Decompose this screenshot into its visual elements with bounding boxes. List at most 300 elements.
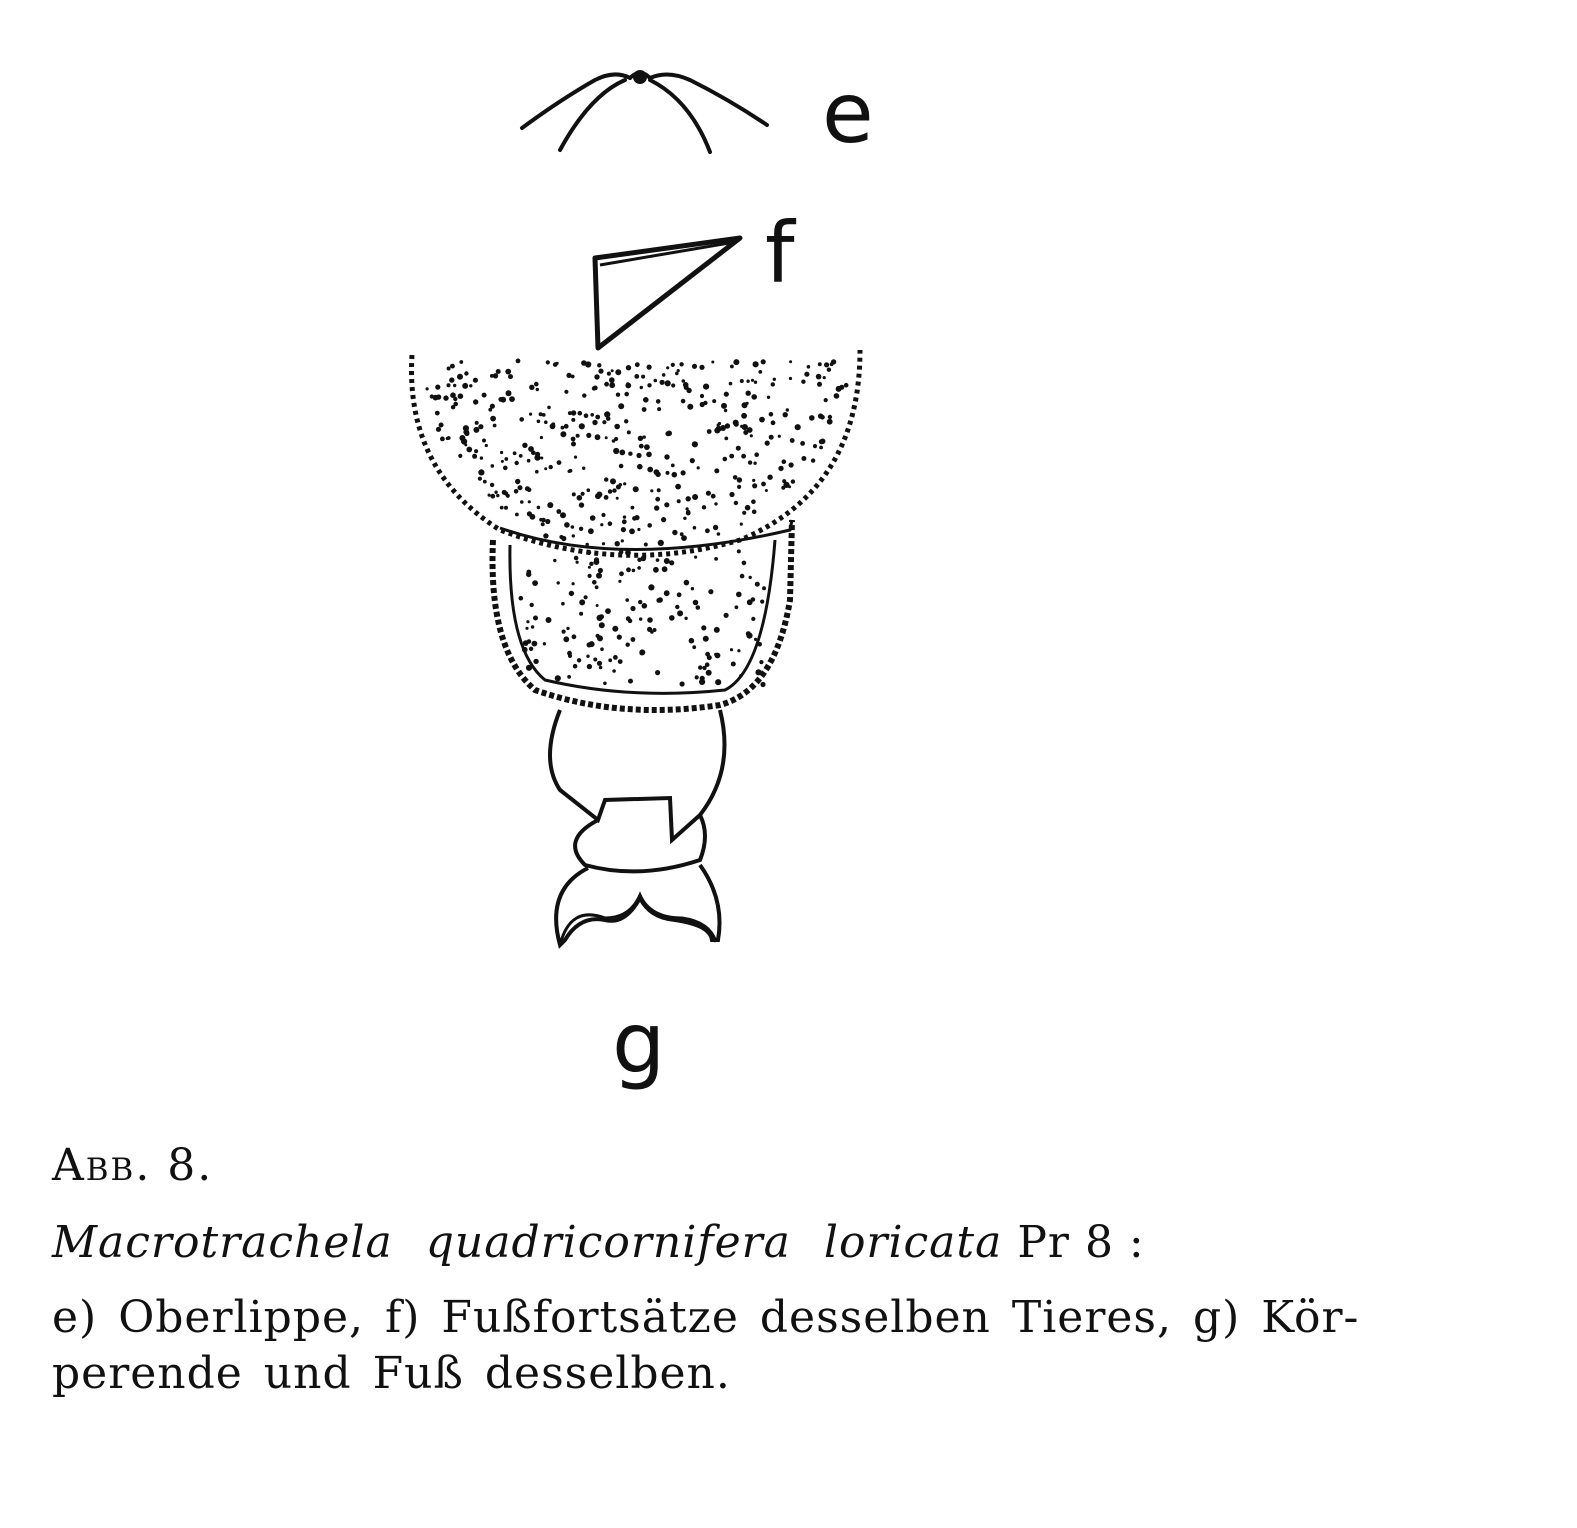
stipple-dot xyxy=(531,625,534,628)
stipple-dot xyxy=(579,423,585,429)
stipple-dot xyxy=(482,439,486,443)
stipple-dot xyxy=(449,377,454,382)
stipple-dot xyxy=(603,682,607,686)
stipple-dot xyxy=(767,396,770,399)
stipple-dot xyxy=(758,370,762,374)
stipple-dot xyxy=(656,558,660,562)
stipple-dot xyxy=(828,415,832,419)
stipple-dot xyxy=(528,500,531,503)
stipple-dot xyxy=(478,477,482,481)
stipple-dot xyxy=(643,435,646,438)
stipple-dot xyxy=(621,527,626,532)
stipple-dot xyxy=(598,568,603,573)
stipple-dot xyxy=(509,396,515,402)
stipple-dot xyxy=(650,489,653,492)
stipple-dot xyxy=(494,491,497,494)
stipple-dot xyxy=(587,664,592,669)
stipple-dot xyxy=(767,475,772,480)
stipple-dot xyxy=(609,377,615,383)
caption-description-line-2: perende und Fuß desselben. xyxy=(52,1348,731,1399)
stipple-dot xyxy=(597,635,603,641)
stipple-dot xyxy=(643,397,649,403)
stipple-dot xyxy=(490,483,494,487)
stipple-dot xyxy=(755,669,761,675)
stipple-dot xyxy=(504,457,508,461)
stipple-dot xyxy=(844,383,849,388)
stipple-dot xyxy=(595,434,601,440)
stipple-dot xyxy=(519,454,523,458)
stipple-dot xyxy=(626,643,630,647)
stipple-dot xyxy=(578,411,583,416)
stipple-dot xyxy=(527,459,531,463)
stipple-dot xyxy=(698,665,702,669)
stipple-dot xyxy=(729,454,734,459)
stipple-dot xyxy=(621,539,624,542)
stipple-dot xyxy=(514,489,519,494)
stipple-dot xyxy=(778,435,781,438)
stipple-dot xyxy=(547,502,553,508)
stipple-dot xyxy=(582,467,585,470)
stipple-dot xyxy=(687,404,693,410)
stipple-dot xyxy=(540,457,543,460)
stipple-dot xyxy=(488,494,491,497)
stipple-dot xyxy=(748,460,752,464)
stipple-dot xyxy=(560,431,566,437)
stipple-dot xyxy=(572,492,576,496)
stipple-dot xyxy=(545,519,550,524)
stipple-dot xyxy=(478,424,483,429)
stipple-dot xyxy=(712,399,716,403)
stipple-dot xyxy=(563,636,569,642)
stipple-dot xyxy=(572,582,575,585)
stipple-dot xyxy=(658,540,664,546)
stipple-dot xyxy=(681,399,686,404)
stipple-dot xyxy=(771,420,776,425)
stipple-dot xyxy=(433,395,439,401)
stipple-dot xyxy=(657,407,661,411)
stipple-dot xyxy=(769,435,774,440)
stipple-dot xyxy=(482,393,487,398)
stipple-dot xyxy=(604,382,609,387)
stipple-dot xyxy=(529,385,534,390)
stipple-dot xyxy=(619,483,622,486)
stipple-dot xyxy=(672,530,677,535)
stipple-dot xyxy=(564,390,568,394)
stipple-dot xyxy=(671,383,675,387)
stipple-dot xyxy=(472,454,477,459)
stipple-dot xyxy=(457,374,463,380)
stipple-dot xyxy=(505,369,511,375)
stipple-dot xyxy=(648,584,654,590)
stipple-dot xyxy=(790,438,795,443)
stipple-dot xyxy=(588,528,594,534)
stipple-dot xyxy=(568,470,571,473)
stipple-dot xyxy=(571,525,575,529)
stipple-dot xyxy=(702,505,706,509)
upper-lip-drawing xyxy=(522,72,767,152)
stipple-dot xyxy=(834,393,840,399)
stipple-dot xyxy=(491,464,495,468)
label-g: g xyxy=(612,994,666,1092)
stipple-dot xyxy=(450,392,456,398)
stipple-dot xyxy=(637,558,641,562)
stipple-dot xyxy=(588,574,592,578)
stipple-dot xyxy=(541,522,545,526)
stipple-dot xyxy=(765,441,770,446)
stipple-dot xyxy=(496,369,501,374)
stipple-dot xyxy=(623,515,626,518)
stipple-dot xyxy=(626,567,631,572)
stipple-dot xyxy=(549,465,553,469)
stipple-dot xyxy=(666,366,669,369)
stipple-dot xyxy=(830,362,834,366)
stipple-dot xyxy=(599,614,604,619)
stipple-dot xyxy=(721,403,727,409)
stipple-dot xyxy=(745,505,751,511)
stipple-dot xyxy=(600,523,603,526)
stipple-dot xyxy=(614,437,618,441)
stipple-dot xyxy=(771,382,775,386)
stipple-dot xyxy=(639,617,642,620)
stipple-dot xyxy=(628,452,632,456)
stipple-dot xyxy=(740,379,744,383)
stipple-dot xyxy=(631,506,635,510)
stipple-dot xyxy=(576,561,579,564)
stipple-dot xyxy=(609,382,615,388)
stipple-dot xyxy=(503,466,508,471)
stipple-dot xyxy=(827,368,831,372)
stipple-dot xyxy=(800,441,805,446)
stipple-dot xyxy=(686,388,691,393)
stipple-dot xyxy=(584,413,589,418)
stipple-dot xyxy=(638,600,642,604)
stipple-dot xyxy=(597,363,601,367)
stipple-dot xyxy=(741,413,747,419)
caption-description-line-1: e) Oberlippe, f) Fußfortsätze desselben Tieres, g) Kör- xyxy=(52,1292,1360,1343)
stipple-dot xyxy=(647,467,653,473)
stipple-dot xyxy=(619,450,625,456)
stipple-dot xyxy=(677,610,683,616)
stipple-dot xyxy=(604,477,608,481)
stipple-dot xyxy=(636,453,641,458)
stipple-dot xyxy=(590,515,596,521)
stipple-dot xyxy=(753,361,759,367)
stipple-dot xyxy=(714,557,718,561)
stipple-dot xyxy=(626,365,631,370)
stipple-dot xyxy=(567,675,571,679)
stipple-dot xyxy=(664,590,670,596)
stipple-dot xyxy=(759,660,763,664)
stipple-dot xyxy=(715,679,721,685)
stipple-dot xyxy=(553,559,556,562)
stipple-dot xyxy=(582,393,586,397)
stipple-dot xyxy=(760,682,765,687)
stipple-dot xyxy=(493,373,498,378)
stipple-dot xyxy=(576,434,580,438)
stipple-dot xyxy=(692,645,696,649)
stipple-dot xyxy=(773,378,776,381)
stipple-dot xyxy=(714,502,717,505)
stipple-dot xyxy=(675,484,681,490)
stipple-dot xyxy=(697,466,700,469)
stipple-dot xyxy=(750,434,753,437)
stipple-dot xyxy=(811,458,815,462)
stipple-dot xyxy=(700,394,704,398)
stipple-dot xyxy=(515,461,519,465)
stipple-dot xyxy=(560,512,566,518)
stipple-dot xyxy=(807,365,811,369)
stipple-dot xyxy=(625,383,631,389)
stipple-dot xyxy=(602,542,605,545)
stipple-dot xyxy=(762,586,766,590)
stipple-dot xyxy=(647,617,653,623)
stipple-dot xyxy=(502,490,507,495)
stipple-lower xyxy=(519,549,767,687)
stipple-dot xyxy=(522,443,527,448)
stipple-dot xyxy=(522,647,528,653)
stipple-dot xyxy=(443,395,448,400)
stipple-dot xyxy=(518,485,523,490)
stipple-dot xyxy=(571,437,576,442)
stipple-dot xyxy=(586,433,591,438)
stipple-dot xyxy=(615,369,621,375)
species-line xyxy=(52,1217,1532,1268)
stipple-dot xyxy=(598,369,603,374)
stipple-dot xyxy=(532,641,538,647)
stipple-dot xyxy=(612,488,616,492)
stipple-dot xyxy=(740,574,745,579)
stipple-dot xyxy=(691,587,694,590)
stipple-dot xyxy=(635,362,640,367)
stipple-dot xyxy=(501,460,504,463)
stipple-dot xyxy=(493,424,497,428)
stipple-dot xyxy=(658,597,663,602)
stipple-dot xyxy=(483,480,487,484)
stipple-dot xyxy=(751,394,757,400)
stipple-dot xyxy=(734,501,738,505)
stipple-dot xyxy=(579,502,584,507)
stipple-dot xyxy=(623,482,626,485)
stipple-dot xyxy=(705,528,710,533)
stipple-dot xyxy=(637,528,640,531)
stipple-dot xyxy=(724,409,727,412)
stipple-dot xyxy=(742,424,748,430)
stipple-dot xyxy=(459,435,465,441)
stipple-dot xyxy=(644,444,650,450)
stipple-dot xyxy=(616,497,619,500)
stipple-dot xyxy=(602,420,606,424)
stipple-dot xyxy=(754,638,757,641)
stipple-dot xyxy=(596,573,602,579)
stipple-dot xyxy=(500,451,503,454)
stipple-dot xyxy=(464,431,469,436)
stipple-dot xyxy=(459,360,463,364)
stipple-dot xyxy=(574,556,579,561)
stipple-dot xyxy=(662,566,668,572)
stipple-dot xyxy=(736,446,741,451)
stipple-dot xyxy=(615,541,620,546)
stipple-dot xyxy=(760,600,764,604)
stipple-dot xyxy=(639,444,644,449)
stipple-dot xyxy=(543,533,548,538)
stipple-dot xyxy=(599,622,605,628)
stipple-dot xyxy=(639,649,645,655)
stipple-dot xyxy=(693,526,697,530)
stipple-dot xyxy=(541,518,546,523)
stipple-dot xyxy=(761,359,766,364)
stipple-dot xyxy=(820,415,825,420)
stipple-dot xyxy=(656,399,661,404)
stipple-dot xyxy=(613,448,619,454)
stipple-dot xyxy=(592,580,597,585)
stipple-dot xyxy=(669,615,675,621)
stipple-dot xyxy=(627,430,631,434)
stipple-dot xyxy=(686,511,691,516)
stipple-dot xyxy=(677,592,682,597)
stipple-dot xyxy=(752,479,755,482)
stipple-dot xyxy=(723,426,726,429)
stipple-dot xyxy=(616,393,620,397)
stipple-dot xyxy=(706,491,711,496)
stipple-dot xyxy=(751,379,754,382)
stipple-dot xyxy=(707,429,712,434)
stipple-dot xyxy=(500,506,504,510)
stipple-dot xyxy=(782,459,787,464)
stipple-dot xyxy=(701,625,706,630)
stipple-dot xyxy=(530,514,536,520)
foot-process-drawing xyxy=(595,238,740,348)
stipple-dot xyxy=(647,627,652,632)
stipple-dot xyxy=(529,413,532,416)
stipple-dot xyxy=(569,591,574,596)
stipple-dot xyxy=(568,654,572,658)
stipple-dot xyxy=(680,681,685,686)
stipple-dot xyxy=(765,489,768,492)
stipple-dot xyxy=(703,384,709,390)
stipple-dot xyxy=(496,494,499,497)
stipple-dot xyxy=(714,627,720,633)
stipple-dot xyxy=(566,373,571,378)
stipple-dot xyxy=(755,582,760,587)
stipple-dot xyxy=(568,411,572,415)
stipple-dot xyxy=(642,407,647,412)
stipple-dot xyxy=(824,362,829,367)
stipple-dot xyxy=(711,361,714,364)
stipple-dot xyxy=(804,372,809,377)
stipple-dot xyxy=(544,467,547,470)
stipple-dot xyxy=(664,558,670,564)
stipple-dot xyxy=(557,581,560,584)
stipple-dot xyxy=(655,497,660,502)
stipple-dot xyxy=(681,470,686,475)
stipple-dot xyxy=(801,456,806,461)
stipple-dot xyxy=(795,424,801,430)
stipple-dot xyxy=(451,365,454,368)
stipple-dot xyxy=(823,376,826,379)
stipple-dot xyxy=(611,369,614,372)
stipple-dot xyxy=(654,505,659,510)
stipple-dot xyxy=(594,559,600,565)
stipple-dot xyxy=(809,415,815,421)
stipple-dot xyxy=(660,380,665,385)
stipple-dot xyxy=(537,506,541,510)
stipple-dot xyxy=(526,620,529,623)
stipple-dot xyxy=(587,488,591,492)
stipple-dot xyxy=(730,648,733,651)
stipple-dot xyxy=(716,426,722,432)
stipple-dot xyxy=(533,659,538,664)
stipple-dot xyxy=(634,374,639,379)
stipple-dot xyxy=(508,374,513,379)
stipple-dot xyxy=(706,670,712,676)
label-e: e xyxy=(822,64,874,162)
stipple-dot xyxy=(474,449,478,453)
stipple-dot xyxy=(769,412,774,417)
stipple-dot xyxy=(703,401,707,405)
stipple-dot xyxy=(742,561,747,566)
stipple-dot xyxy=(683,382,689,388)
stipple-dot xyxy=(819,439,824,444)
stipple-dot xyxy=(605,608,611,614)
stipple-dot xyxy=(613,655,618,660)
stipple-dot xyxy=(684,580,690,586)
stipple-dot xyxy=(717,423,720,426)
stipple-dot xyxy=(473,378,478,383)
stipple-dot xyxy=(581,360,587,366)
stipple-dot xyxy=(737,485,741,489)
stipple-dot xyxy=(675,605,679,609)
stipple-dot xyxy=(714,468,719,473)
stipple-dot xyxy=(730,365,734,369)
stipple-dot xyxy=(490,416,496,422)
stipple-dot xyxy=(714,653,717,656)
stipple-dot xyxy=(696,605,701,610)
stipple-dot xyxy=(817,382,822,387)
stipple-dot xyxy=(515,479,520,484)
stipple-dot xyxy=(595,415,600,420)
stipple-dot xyxy=(608,521,613,526)
stipple-dot xyxy=(600,647,604,651)
stipple-dot xyxy=(593,658,597,662)
stipple-dot xyxy=(546,360,550,364)
stipple-dot xyxy=(735,605,739,609)
stipple-dot xyxy=(589,562,593,566)
stipple-dot xyxy=(604,495,609,500)
stipple-dot xyxy=(592,420,597,425)
stipple-dot xyxy=(564,424,569,429)
stipple-dot xyxy=(624,392,629,397)
stipple-dot xyxy=(619,464,624,469)
stipple-dot xyxy=(629,528,635,534)
stipple-dot xyxy=(572,634,577,639)
stipple-dot xyxy=(607,372,611,376)
stipple-dot xyxy=(669,560,674,565)
stipple-dot xyxy=(646,452,652,458)
stipple-dot xyxy=(550,423,556,429)
stipple-dot xyxy=(749,576,752,579)
stipple-dot xyxy=(469,384,472,387)
stipple-dot xyxy=(579,612,583,616)
stipple-dot xyxy=(478,469,484,475)
species-suffix: Pr 8 : xyxy=(1017,1217,1145,1268)
stipple-dot xyxy=(573,664,578,669)
stipple-dot xyxy=(661,517,666,522)
stipple-dot xyxy=(653,567,659,573)
stipple-dot xyxy=(781,486,785,490)
stipple-dot xyxy=(666,471,670,475)
stipple-dot xyxy=(463,425,469,431)
stipple-dot xyxy=(426,387,429,390)
